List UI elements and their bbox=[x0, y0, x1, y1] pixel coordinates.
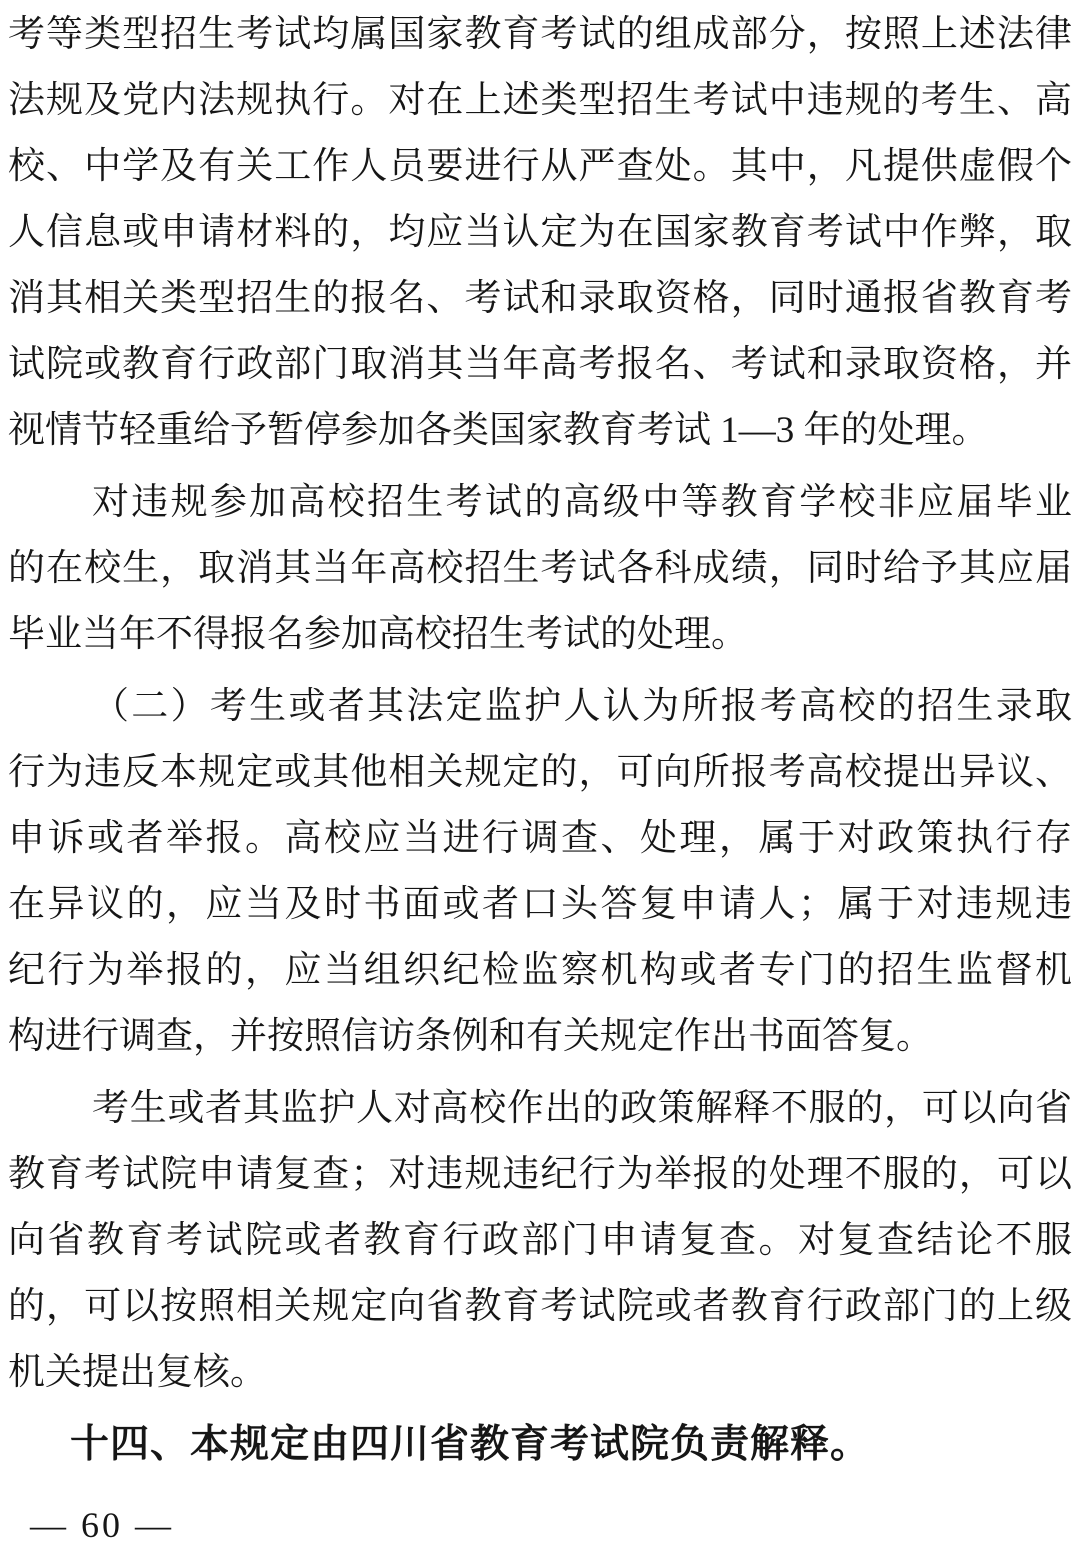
paragraph bbox=[8, 470, 1072, 668]
body-line: 申诉或者举报。高校应当进行调查、处理，属于对政策执行存 bbox=[8, 818, 1072, 859]
paragraph bbox=[8, 674, 1072, 1070]
body-line: 法规及党内法规执行。对在上述类型招生考试中违规的考生、高 bbox=[8, 80, 1072, 121]
body-line: 机关提出复核。 bbox=[8, 1352, 267, 1393]
paragraph bbox=[8, 2, 1072, 464]
paragraph bbox=[8, 1412, 1072, 1478]
body-line: 行为违反本规定或其他相关规定的，可向所报考高校提出异议、 bbox=[8, 752, 1072, 793]
body-line: 试院或教育行政部门取消其当年高考报名、考试和录取资格，并 bbox=[8, 344, 1072, 385]
body-line: 视情节轻重给予暂停参加各类国家教育考试 1—3 年的处理。 bbox=[8, 410, 989, 451]
page-number: — 60 — bbox=[30, 1505, 174, 1545]
body-line: 毕业当年不得报名参加高校招生考试的处理。 bbox=[8, 614, 748, 655]
body-line: 对违规参加高校招生考试的高级中等教育学校非应届毕业 bbox=[92, 482, 1072, 523]
body-line: 在异议的，应当及时书面或者口头答复申请人；属于对违规违 bbox=[8, 884, 1072, 925]
body-line: 消其相关类型招生的报名、考试和录取资格，同时通报省教育考 bbox=[8, 278, 1072, 319]
body-line: 向省教育考试院或者教育行政部门申请复查。对复查结论不服 bbox=[8, 1220, 1072, 1261]
body-line: 考生或者其监护人对高校作出的政策解释不服的，可以向省 bbox=[92, 1088, 1072, 1129]
body-line: 构进行调查，并按照信访条例和有关规定作出书面答复。 bbox=[8, 1016, 933, 1057]
body-line: 纪行为举报的，应当组织纪检监察机构或者专门的招生监督机 bbox=[8, 950, 1072, 991]
paragraph bbox=[8, 1076, 1072, 1406]
section-heading: 十四、本规定由四川省教育考试院负责解释。 bbox=[70, 1423, 871, 1466]
body-line: （二）考生或者其法定监护人认为所报考高校的招生录取 bbox=[92, 686, 1072, 727]
body-line: 的，可以按照相关规定向省教育考试院或者教育行政部门的上级 bbox=[8, 1286, 1072, 1327]
body-line: 考等类型招生考试均属国家教育考试的组成部分，按照上述法律 bbox=[8, 14, 1072, 55]
body-line: 人信息或申请材料的，均应当认定为在国家教育考试中作弊，取 bbox=[8, 212, 1072, 253]
body-line: 教育考试院申请复查；对违规违纪行为举报的处理不服的，可以 bbox=[8, 1154, 1072, 1195]
body-line: 校、中学及有关工作人员要进行从严查处。其中，凡提供虚假个 bbox=[8, 146, 1072, 187]
body-line: 的在校生，取消其当年高校招生考试各科成绩，同时给予其应届 bbox=[8, 548, 1072, 589]
